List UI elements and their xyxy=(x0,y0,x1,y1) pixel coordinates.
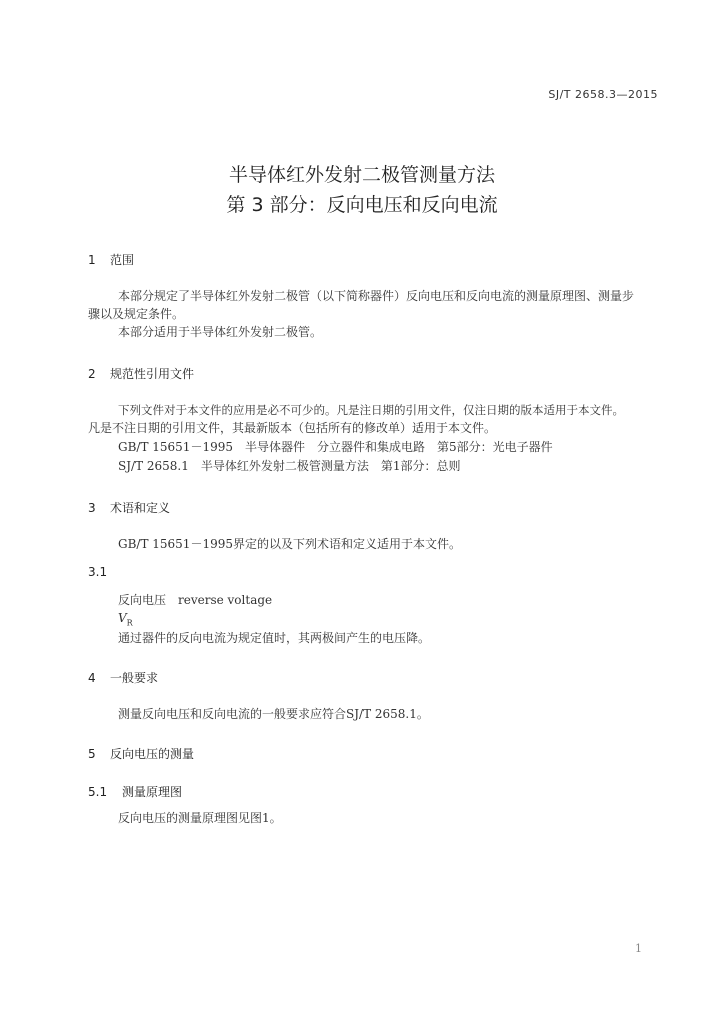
section-3-paragraph: GB/T 15651－1995界定的以及下列术语和定义适用于本文件。 xyxy=(118,537,461,551)
section-title: 反向电压的测量 xyxy=(110,747,195,761)
subsection-3-1-number: 3.1 xyxy=(88,565,108,579)
document-title-line1: 半导体红外发射二极管测量方法 xyxy=(228,164,495,186)
section-title: 规范性引用文件 xyxy=(110,367,195,381)
normative-reference-2: SJ/T 2658.1 半导体红外发射二极管测量方法 第1部分：总则 xyxy=(118,459,461,473)
section-number: 5.1 xyxy=(88,785,108,799)
section-number: 5 xyxy=(88,747,96,761)
section-title: 一般要求 xyxy=(110,671,159,685)
section-title: 术语和定义 xyxy=(110,501,171,515)
section-5-heading xyxy=(88,745,194,762)
section-2-heading xyxy=(88,365,194,382)
section-5-1-paragraph: 反向电压的测量原理图见图1。 xyxy=(118,811,282,825)
section-title: 范围 xyxy=(110,253,135,267)
section-number: 1 xyxy=(88,253,96,267)
term-definition: 通过器件的反向电流为规定值时，其两极间产生的电压降。 xyxy=(118,631,431,645)
section-2-paragraph-line-2: 凡是不注日期的引用文件，其最新版本（包括所有的修改单）适用于本文件。 xyxy=(88,421,497,435)
symbol-letter: V xyxy=(118,611,127,625)
section-1-paragraph-1-line-1: 本部分规定了半导体红外发射二极管（以下简称器件）反向电压和反向电流的测量原理图、测量步 xyxy=(118,289,635,303)
term-name: 反向电压 reverse voltage xyxy=(118,593,273,607)
section-4-paragraph: 测量反向电压和反向电流的一般要求应符合SJ/T 2658.1。 xyxy=(118,707,429,721)
section-number: 3 xyxy=(88,501,96,515)
symbol-subscript: R xyxy=(126,618,133,628)
section-1-paragraph-1-line-2: 骤以及规定条件。 xyxy=(88,307,185,321)
section-2-paragraph-line-1: 下列文件对于本文件的应用是必不可少的。凡是注日期的引用文件，仅注日期的版本适用于本文件。 xyxy=(118,403,624,417)
section-title: 测量原理图 xyxy=(122,785,183,799)
section-1-paragraph-2: 本部分适用于半导体红外发射二极管。 xyxy=(118,325,323,339)
document-title-line2: 第 3 部分：反向电压和反向电流 xyxy=(226,194,498,216)
subsection-5-1-heading xyxy=(88,783,182,800)
section-number: 2 xyxy=(88,367,96,381)
section-3-heading xyxy=(88,499,170,516)
page-number: 1 xyxy=(635,942,642,955)
normative-reference-1: GB/T 15651－1995 半导体器件 分立器件和集成电路 第5部分：光电子器件 xyxy=(118,440,553,454)
standard-number: SJ/T 2658.3—2015 xyxy=(548,88,658,101)
section-number: 4 xyxy=(88,671,96,685)
section-4-heading xyxy=(88,669,158,686)
section-1-heading xyxy=(88,251,134,268)
term-symbol xyxy=(118,611,133,627)
